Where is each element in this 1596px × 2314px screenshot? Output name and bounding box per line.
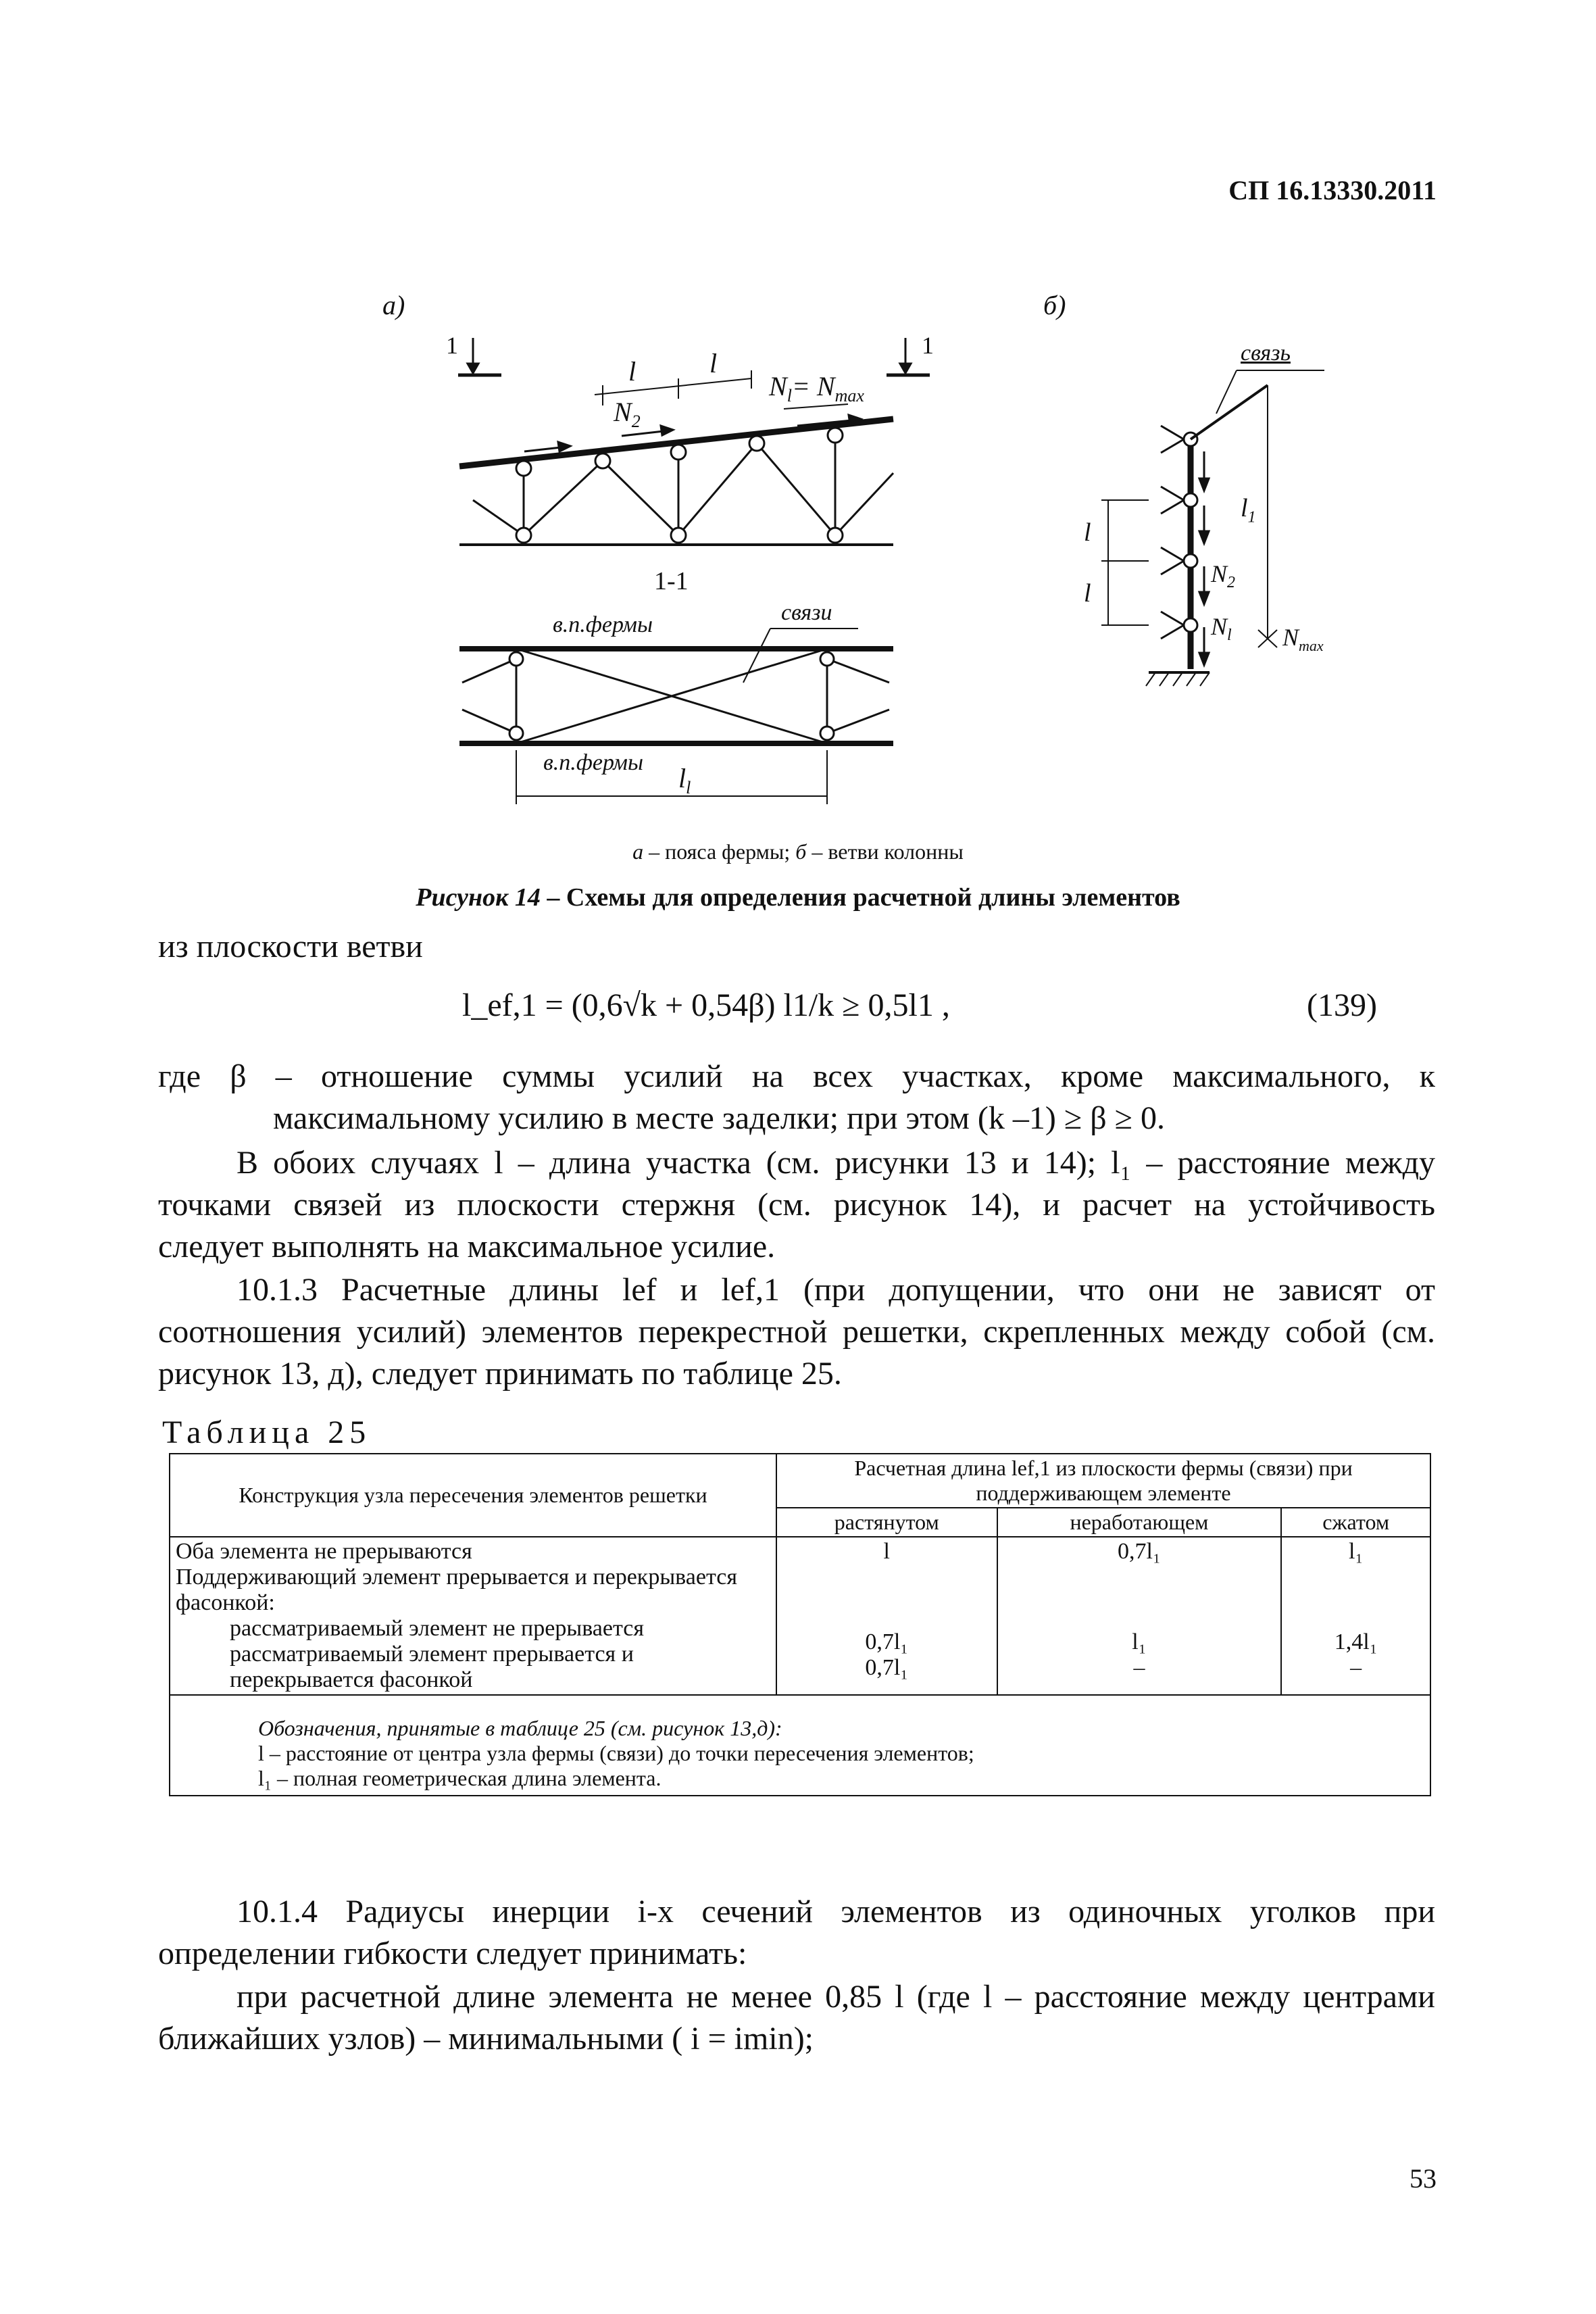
table-head-tension: растянутом [776,1508,997,1537]
cell-value: 0,7l₁ [1118,1539,1161,1564]
cell-value: 1,4l₁ [1334,1629,1378,1654]
column-label-n2: $N_2$ [1211,560,1236,592]
paragraph-length-1: при расчетной длине элемента не менее 0,85 l (где l – расстояние между центрами [236,1979,1435,2015]
paragraph-both-2: точками связей из плоскости стержня (см. рисунок 14), и расчет на устойчивость [158,1187,1435,1223]
cell-value: 0,7l₁ [865,1629,909,1654]
truss-dim-l1: l [628,356,637,387]
section-mark-right: 1 [922,332,934,359]
cell-value: l [883,1539,890,1564]
table-25 [169,1453,1431,1796]
figure-label-b: б) [1043,290,1066,320]
page-number: 53 [1410,2163,1437,2194]
paragraph-both-3: следует выполнять на максимальное усилие. [158,1229,776,1264]
column-label-nl: $N_l$ [1211,613,1232,645]
paragraph-1013-2: соотношения усилий) элементов перекрестной решетки, скрепленных между собой (см. [158,1314,1435,1350]
column-dim-l-bottom: l [1084,579,1091,608]
formula-number: (139) [1307,987,1377,1023]
table-head-group: Расчетная длина lef,1 из плоскости фермы (связи) при поддерживающем элементе [776,1454,1430,1508]
cell-value: – [1133,1655,1145,1680]
paragraph-both-1: В обоих случаях l – длина участка (см. рисунки 13 и 14); l₁ – расстояние между [236,1145,1435,1181]
table-notes [170,1695,1430,1796]
table-head-idle: неработающем [997,1508,1282,1537]
note-1: l – расстояние от центра узла фермы (связи) до точки пересечения элементов; [258,1741,974,1765]
figure-title: Рисунок 14 – Схемы для определения расчетной длины элементов [416,883,1180,912]
plan-span-label: $l_l$ [678,763,691,797]
row-label: Оба элемента не прерываются [176,1539,472,1564]
figure-label-a: а) [382,290,405,320]
plan-top-label: в.п.фермы [553,612,653,637]
paragraph-where-1: где β – отношение суммы усилий на всех участках, кроме максимального, к [158,1058,1435,1094]
cell-value: – [1350,1655,1362,1680]
table-head-compression: сжатом [1281,1508,1430,1537]
paragraph-branch: из плоскости ветви [158,929,423,964]
notes-title: Обозначения, принятые в таблице 25 (см. рисунок 13,д): [258,1716,782,1740]
paragraph-1014-2: определении гибкости следует принимать: [158,1936,747,1971]
plan-ties-label: связи [781,600,832,625]
note-2: l₁ – полная геометрическая длина элемента. [258,1766,662,1790]
paragraph-where-2: максимальному усилию в месте заделки; при этом (k –1) ≥ β ≥ 0. [273,1100,1165,1136]
column-tie-label: связь [1241,341,1291,366]
column-label-nmax: $N_{max}$ [1282,624,1324,655]
figure-14-drawing [0,0,1596,838]
row-label: Поддерживающий элемент прерывается и перекрывается фасонкой: [176,1565,737,1615]
row-label: рассматриваемый элемент не прерывается [230,1616,644,1641]
section-mark-left: 1 [446,332,458,359]
page-header: СП 16.13330.2011 [1228,175,1437,205]
column-dim-l-top: l [1084,518,1091,547]
table-row [170,1537,1430,1695]
plan-bottom-label: в.п.фермы [543,750,644,775]
paragraph-1013-1: 10.1.3 Расчетные длины lef и lef,1 (при допущении, что они не зависят от [236,1272,1435,1308]
row-label: рассматриваемый элемент прерывается и перекрывается фасонкой [230,1642,634,1692]
truss-label-nl: $N_l= N_{max}$ [769,371,864,405]
paragraph-1014-1: 10.1.4 Радиусы инерции i-х сечений элементов из одиночных уголков при [236,1894,1435,1929]
paragraph-1013-3: рисунок 13, д), следует принимать по таблице 25. [158,1356,842,1392]
cell-value: l₁ [1349,1539,1364,1564]
section-label: 1-1 [654,567,689,595]
column-dim-l1: $l_1$ [1241,494,1256,526]
figure-subcaption: а – пояса фермы; б – ветви колонны [632,839,964,864]
formula-139: l_ef,1 = (0,6√k + 0,54β) l1/k ≥ 0,5l1 , [462,987,950,1023]
table-label: Таблица 25 [162,1414,372,1450]
cell-value: l₁ [1132,1629,1147,1654]
paragraph-length-2: ближайших узлов) – минимальными ( i = imin); [158,2021,814,2057]
truss-label-n2: $N_2$ [614,397,641,431]
truss-dim-l2: l [709,348,718,378]
table-head-construction: Конструкция узла пересечения элементов решетки [170,1454,776,1537]
cell-value: 0,7l₁ [865,1655,909,1680]
